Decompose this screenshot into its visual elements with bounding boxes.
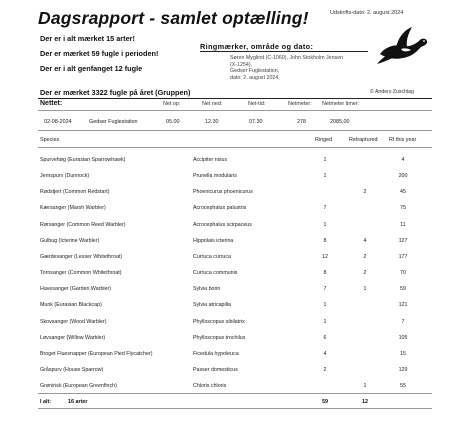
ringed-count: 2: [323, 366, 327, 373]
species-name: Rødstjert (Common Redstart): [40, 189, 110, 196]
duck-logo-icon: [374, 24, 432, 70]
column-header-ringed: Ringed: [315, 137, 333, 143]
species-name: Broget Fluesnapper (European Pied Flycatcher): [40, 350, 153, 357]
year-count: 105: [398, 334, 408, 341]
net-meter-header: Netmeter:: [288, 101, 312, 107]
summary-recaptured: Der er i alt genfanget 12 fugle: [40, 64, 143, 73]
recaptured-count: 1: [363, 383, 367, 390]
ringers-title: Ringmærker, område og dato:: [200, 42, 314, 51]
year-count: 11: [400, 221, 406, 228]
ringed-count: 7: [323, 286, 327, 293]
print-date: Udskrifts-dato: 2. august 2024: [330, 10, 404, 16]
ringed-count: 7: [323, 205, 327, 212]
species-latin-name: Hippolais icterina: [193, 237, 234, 244]
net-up-time: 05.00: [166, 119, 180, 125]
ringed-count: 8: [323, 270, 327, 277]
net-down-header: Net ned:: [202, 101, 223, 107]
year-count: 129: [398, 366, 408, 373]
divider: [38, 393, 432, 394]
recaptured-count: 2: [363, 253, 367, 260]
year-count: 4: [401, 157, 405, 163]
year-count: 127: [398, 237, 408, 244]
divider: [38, 408, 432, 409]
net-time-header: Net-tid:: [248, 101, 266, 107]
net-meter-hours: 2085,00: [330, 119, 350, 125]
year-count: 59: [400, 286, 406, 293]
column-header-year: RI this year: [389, 137, 417, 143]
species-name: Grønirisk (European Greenfinch): [40, 383, 117, 390]
species-latin-name: Phoenicurus phoenicurus: [193, 189, 253, 196]
year-count: 15: [400, 350, 406, 357]
net-duration: 07.30: [249, 119, 263, 125]
net-meter-hours-header: Netmeter timer:: [322, 101, 360, 107]
species-latin-name: Curruca curruca: [193, 253, 231, 260]
year-count: 55: [400, 383, 406, 390]
ringers-line: Gedser Fuglestation,: [230, 68, 280, 74]
ringers-details: [230, 55, 343, 81]
recaptured-count: 2: [363, 189, 367, 196]
total-ringed: 59: [322, 399, 328, 405]
year-count: 121: [398, 302, 408, 309]
species-name: Gråspurv (House Sparrow): [40, 366, 104, 373]
species-latin-name: Passer domesticus: [193, 366, 238, 373]
ringed-count: 1: [323, 318, 327, 325]
column-header-species: Species: [40, 137, 60, 143]
recaptured-count: 2: [363, 270, 367, 277]
species-latin-name: Accipiter nisus: [193, 157, 228, 163]
year-count: 45: [400, 189, 406, 196]
ringers-line: (X-1254),: [230, 61, 253, 68]
species-latin-name: Phylloscopus sibilatrix: [193, 318, 245, 325]
species-latin-name: Acrocephalus scirpaceus: [193, 221, 252, 228]
species-latin-name: Curruca communis: [193, 270, 238, 277]
net-location: Gedser Fuglestation: [89, 119, 138, 125]
total-species: 16 arter: [68, 399, 88, 405]
total-recaptured: 12: [362, 399, 368, 405]
ringers-line: Søren Myglind (C-1060), John Stokholm Jensen: [230, 55, 344, 61]
species-name: Tornsanger (Common Whitethroat): [40, 270, 122, 277]
ringed-count: 1: [323, 302, 327, 309]
species-name: Rørsanger (Common Reed Warbler): [40, 221, 126, 228]
column-header-recaptured: Retraptured: [349, 137, 378, 143]
ringed-count: 1: [323, 221, 327, 228]
species-name: Havesanger (Garden Warbler): [40, 286, 112, 293]
species-name: Jernspurv (Dunnock): [40, 173, 90, 180]
species-latin-name: Prunella modularis: [193, 173, 237, 180]
divider: [38, 147, 432, 148]
total-label: I alt:: [40, 399, 52, 405]
year-count: 75: [400, 205, 406, 212]
species-latin-name: Acrocephalus palustris: [193, 205, 247, 212]
ringed-count: 6: [323, 334, 327, 341]
credit: © Anders Zuschlag: [370, 89, 414, 95]
divider: [38, 98, 432, 99]
ringed-count: 1: [323, 173, 327, 180]
species-latin-name: Sylvia borin: [193, 286, 221, 293]
year-count: 70: [400, 270, 406, 277]
report-title: Dagsrapport - samlet optælling!: [38, 8, 309, 28]
recaptured-count: 1: [363, 286, 367, 293]
species-name: Kærsanger (Marsh Warbler): [40, 205, 106, 212]
recaptured-count: 4: [363, 237, 367, 244]
net-down-time: 12.30: [205, 119, 219, 125]
species-name: Skovsanger (Wood Warbler): [40, 318, 107, 325]
net-meters: 278: [297, 119, 306, 125]
species-latin-name: Phylloscopus trochilus: [193, 334, 246, 341]
species-name: Løvsanger (Willow Warbler): [40, 334, 106, 341]
net-header-label: Nettet:: [40, 100, 63, 107]
ringed-count: 8: [323, 237, 327, 244]
ringed-count: 12: [322, 253, 328, 260]
ringers-line: dato; 2. august 2024,: [230, 74, 280, 81]
ringed-count: 1: [323, 157, 327, 163]
species-latin-name: Sylvia atricapilla: [193, 302, 231, 309]
ringers-underline: [200, 51, 368, 52]
year-count: 7: [401, 318, 405, 325]
ringed-count: 4: [323, 350, 327, 357]
net-up-header: Net op:: [163, 101, 181, 107]
divider: [38, 110, 432, 111]
divider: [38, 130, 432, 131]
species-latin-name: Ficedula hypoleuca: [193, 350, 239, 357]
year-count: 177: [398, 253, 408, 260]
net-date: 02-08-2024: [44, 119, 72, 125]
species-name: Munk (Eurasian Blackcap): [40, 302, 102, 309]
year-subtitle: Der er mærket 3322 fugle på året (Gruppen): [40, 88, 191, 97]
species-name: Gulbug (Icterine Warbler): [40, 237, 100, 244]
species-latin-name: Chloris chloris: [193, 383, 227, 390]
species-name: Gærdesanger (Lesser Whitethroat): [40, 253, 123, 260]
year-count: 200: [398, 173, 408, 180]
summary-birds: Der er mærket 59 fugle i perioden!: [40, 49, 159, 58]
summary-species: Der er i alt mærket 15 arter!: [40, 34, 135, 43]
species-name: Spurvehøg (Eurasian Sparrowhawk): [40, 157, 126, 163]
